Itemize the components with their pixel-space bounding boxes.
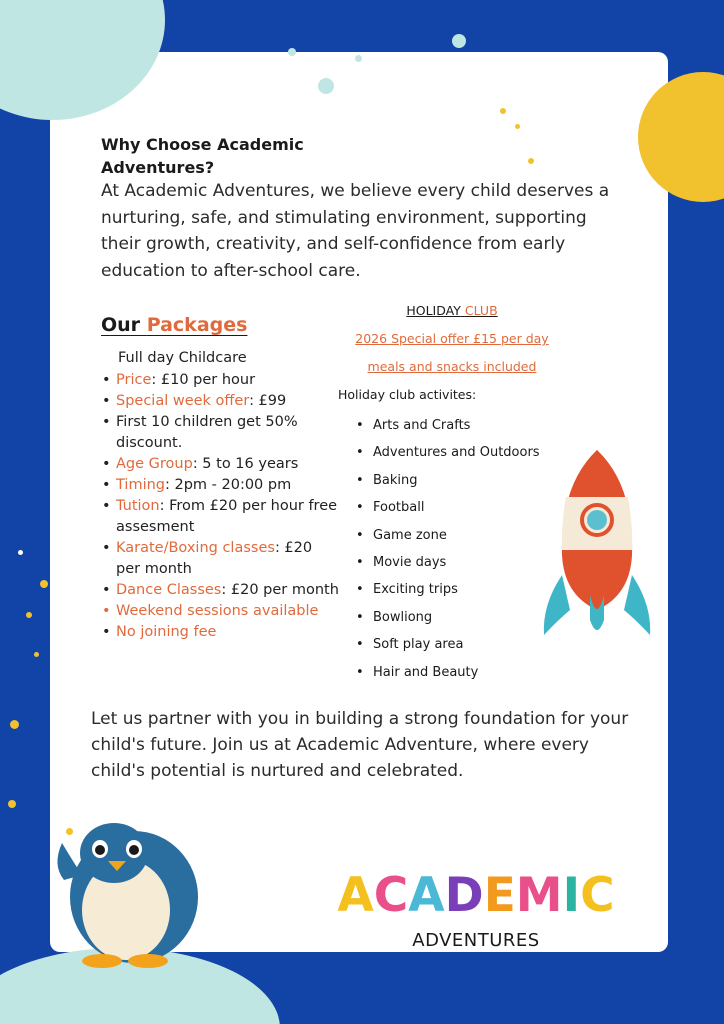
activity-item: • Baking xyxy=(355,467,555,494)
holiday-activities-list xyxy=(355,412,555,686)
holiday-activities-label: Holiday club activites: xyxy=(338,387,477,402)
holiday-meals-text: meals and snacks included xyxy=(367,359,537,374)
package-item: • First 10 children get 50% discount. xyxy=(100,412,340,454)
logo-letter: M xyxy=(515,868,563,923)
package-item: • Special week offer: £99 xyxy=(100,391,340,412)
activity-item: • Soft play area xyxy=(355,631,555,658)
package-item: • Age Group: 5 to 16 years xyxy=(100,454,340,475)
holiday-club-heading: HOLIDAY CLUB xyxy=(406,303,498,318)
packages-heading-highlight: Packages xyxy=(146,314,248,336)
penguin-icon xyxy=(52,805,212,970)
package-item: • Price: £10 per hour xyxy=(100,370,340,391)
logo-letter: A xyxy=(337,868,374,923)
activity-item: • Bowliong xyxy=(355,604,555,631)
logo-letter: E xyxy=(483,868,516,923)
intro-paragraph: At Academic Adventures, we believe every child deserves a nurturing, safe, and stimulating environment, supporting their growth, creativity, and self-confidence from early education to after-school care. xyxy=(101,181,610,281)
logo-letter: D xyxy=(444,868,484,923)
activity-item: • Hair and Beauty xyxy=(355,659,555,686)
logo-letter: I xyxy=(562,868,581,923)
package-item: • Karate/Boxing classes: £20 per month xyxy=(100,538,340,580)
intro-heading: Why Choose Academic Adventures? xyxy=(101,135,304,177)
package-item: • Timing: 2pm - 20:00 pm xyxy=(100,475,340,496)
package-item: • Weekend sessions available xyxy=(100,601,340,622)
packages-subtitle: Full day Childcare xyxy=(118,350,247,366)
academic-adventures-logo xyxy=(326,866,626,956)
activity-item: • Football xyxy=(355,494,555,521)
activity-item: • Adventures and Outdoors xyxy=(355,439,555,466)
activity-item: • Arts and Crafts xyxy=(355,412,555,439)
logo-letter: A xyxy=(408,868,445,923)
rocket-icon xyxy=(540,445,654,645)
package-item: • No joining fee xyxy=(100,622,340,643)
activity-item: • Exciting trips xyxy=(355,576,555,603)
packages-heading xyxy=(101,314,247,336)
logo-subtitle: ADVENTURES xyxy=(412,930,540,951)
activity-item: • Game zone xyxy=(355,522,555,549)
package-item: • Tution: From £20 per hour free assesment xyxy=(100,496,340,538)
closing-paragraph: Let us partner with you in building a strong foundation for your child's future. Join us at Academic Adventure, where every child's potential is nurtured and celebrated. xyxy=(91,709,629,781)
packages-list xyxy=(100,370,340,643)
logo-letter: C xyxy=(580,868,615,923)
logo-letter: C xyxy=(373,868,409,923)
activity-item: • Movie days xyxy=(355,549,555,576)
package-item: • Dance Classes: £20 per month xyxy=(100,580,340,601)
logo-wordmark xyxy=(326,866,626,926)
packages-heading-prefix: Our xyxy=(101,314,141,336)
holiday-offer-text: 2026 Special offer £15 per day xyxy=(355,331,549,346)
